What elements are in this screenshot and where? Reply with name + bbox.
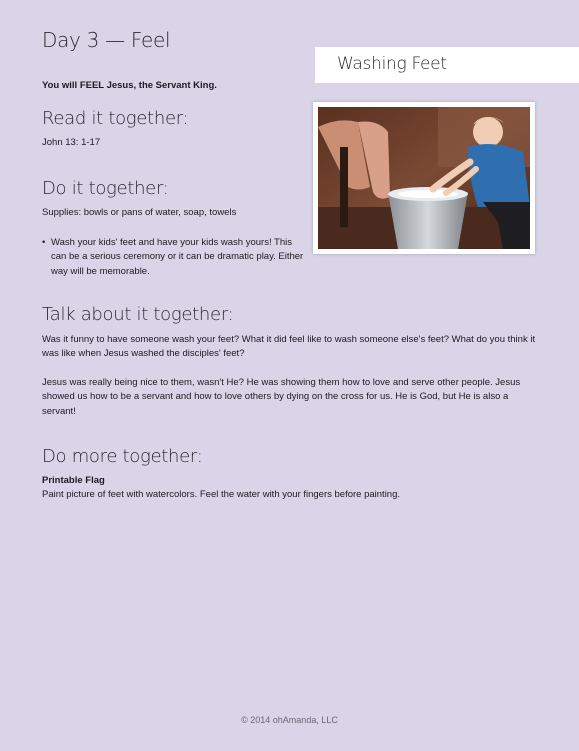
more-text: Paint picture of feet with watercolors. Feel the water with your fingers before painting. [42, 489, 401, 500]
bullet-text: Wash your kids' feet and have your kids wash yours! This can be a serious ceremony or it can be dramatic play. Either way will be memorable. [51, 237, 304, 277]
talk-paragraph-1: Was it funny to have someone wash your feet? What it did feel like to wash someone else's feet? What do you think it was like when Jesus washed the disciples' feet? [42, 334, 536, 360]
talk-heading: Talk about it together: [42, 304, 234, 325]
banner-label: Washing Feet [337, 54, 447, 74]
more-subheading: Printable Flag [42, 475, 105, 486]
page-title: Day 3 — Feel [42, 28, 171, 52]
title-banner [315, 47, 579, 83]
bullet-dot: • [42, 237, 46, 248]
more-heading: Do more together: [42, 446, 203, 467]
read-text: John 13: 1-17 [42, 137, 101, 148]
footer-copyright: © 2014 ohAmanda, LLC [241, 715, 338, 725]
do-heading: Do it together: [42, 178, 169, 199]
intro-text: You will FEEL Jesus, the Servant King. [42, 80, 217, 91]
activity-bullet [42, 236, 304, 279]
talk-paragraph-2: Jesus was really being nice to them, wasn't He? He was showing them how to love and serve other people. Jesus showed us how to be a servant and how to love others by dying on the cross for us. He is God, but He is also a servant! [42, 377, 521, 417]
photo-frame [313, 102, 535, 254]
read-heading: Read it together: [42, 108, 189, 129]
supplies-text: Supplies: bowls or pans of water, soap, towels [42, 207, 237, 218]
foot-washing-photo [318, 107, 530, 249]
